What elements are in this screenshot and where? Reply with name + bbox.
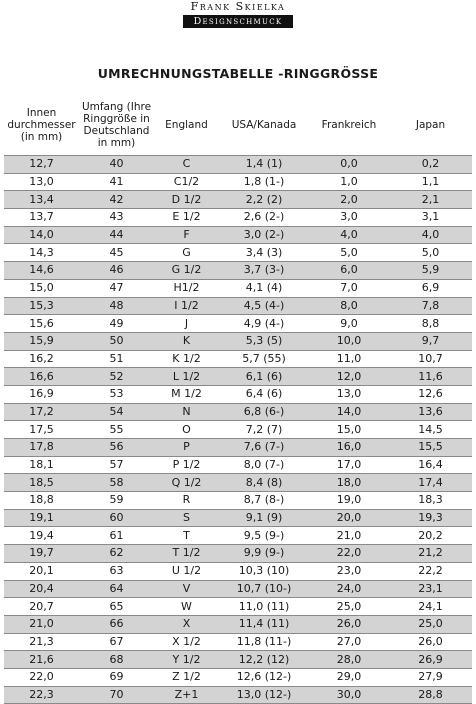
table-row [4, 173, 472, 191]
cell-circumference: 51 [79, 350, 154, 368]
cell-england: H1/2 [154, 279, 219, 297]
cell-circumference: 70 [79, 686, 154, 704]
cell-circumference: 50 [79, 332, 154, 350]
cell-france: 24,0 [309, 580, 389, 598]
cell-england: O [154, 421, 219, 439]
table-row [4, 368, 472, 386]
header-france: Frankreich [321, 119, 377, 131]
table-row [4, 615, 472, 633]
cell-circumference: 57 [79, 456, 154, 474]
cell-france: 9,0 [309, 315, 389, 333]
table-row [4, 315, 472, 333]
cell-inner-diameter: 14,3 [4, 244, 79, 262]
cell-inner-diameter: 15,6 [4, 315, 79, 333]
cell-usa-canada: 11,0 (11) [219, 598, 309, 616]
cell-japan: 9,7 [389, 332, 472, 350]
cell-inner-diameter: 16,9 [4, 385, 79, 403]
cell-circumference: 68 [79, 651, 154, 669]
cell-france: 23,0 [309, 562, 389, 580]
cell-usa-canada: 11,8 (11-) [219, 633, 309, 651]
cell-france: 3,0 [309, 209, 389, 227]
cell-usa-canada: 6,1 (6) [219, 368, 309, 386]
cell-france: 11,0 [309, 350, 389, 368]
cell-inner-diameter: 21,3 [4, 633, 79, 651]
cell-france: 14,0 [309, 403, 389, 421]
table-row [4, 332, 472, 350]
table-row [4, 474, 472, 492]
table-header-row [4, 95, 472, 156]
cell-england: R [154, 492, 219, 510]
cell-france: 20,0 [309, 509, 389, 527]
cell-usa-canada: 10,7 (10-) [219, 580, 309, 598]
cell-circumference: 64 [79, 580, 154, 598]
cell-japan: 18,3 [389, 492, 472, 510]
cell-japan: 4,0 [389, 226, 472, 244]
cell-japan: 8,8 [389, 315, 472, 333]
cell-england: F [154, 226, 219, 244]
cell-england: P 1/2 [154, 456, 219, 474]
cell-england: K 1/2 [154, 350, 219, 368]
cell-circumference: 69 [79, 668, 154, 686]
cell-usa-canada: 4,5 (4-) [219, 297, 309, 315]
cell-japan: 12,6 [389, 385, 472, 403]
cell-france: 0,0 [309, 156, 389, 174]
cell-circumference: 43 [79, 209, 154, 227]
cell-circumference: 48 [79, 297, 154, 315]
cell-england: I 1/2 [154, 297, 219, 315]
cell-france: 1,0 [309, 173, 389, 191]
cell-france: 10,0 [309, 332, 389, 350]
cell-circumference: 55 [79, 421, 154, 439]
cell-usa-canada: 10,3 (10) [219, 562, 309, 580]
cell-england: X [154, 615, 219, 633]
cell-inner-diameter: 16,2 [4, 350, 79, 368]
cell-usa-canada: 11,4 (11) [219, 615, 309, 633]
cell-circumference: 46 [79, 262, 154, 280]
cell-inner-diameter: 19,1 [4, 509, 79, 527]
cell-japan: 14,5 [389, 421, 472, 439]
cell-circumference: 58 [79, 474, 154, 492]
cell-circumference: 60 [79, 509, 154, 527]
table-row [4, 297, 472, 315]
cell-inner-diameter: 17,5 [4, 421, 79, 439]
cell-usa-canada: 5,3 (5) [219, 332, 309, 350]
cell-france: 17,0 [309, 456, 389, 474]
cell-england: G [154, 244, 219, 262]
cell-france: 25,0 [309, 598, 389, 616]
cell-england: D 1/2 [154, 191, 219, 209]
cell-japan: 7,8 [389, 297, 472, 315]
cell-usa-canada: 5,7 (55) [219, 350, 309, 368]
cell-england: U 1/2 [154, 562, 219, 580]
cell-england: Z 1/2 [154, 668, 219, 686]
cell-france: 2,0 [309, 191, 389, 209]
cell-inner-diameter: 20,4 [4, 580, 79, 598]
cell-usa-canada: 8,0 (7-) [219, 456, 309, 474]
cell-circumference: 45 [79, 244, 154, 262]
cell-inner-diameter: 15,9 [4, 332, 79, 350]
header-england: England [165, 119, 208, 131]
cell-inner-diameter: 15,0 [4, 279, 79, 297]
cell-usa-canada: 6,8 (6-) [219, 403, 309, 421]
cell-england: L 1/2 [154, 368, 219, 386]
cell-japan: 1,1 [389, 173, 472, 191]
cell-inner-diameter: 13,4 [4, 191, 79, 209]
cell-inner-diameter: 19,7 [4, 545, 79, 563]
cell-usa-canada: 1,4 (1) [219, 156, 309, 174]
page-title: UMRECHNUNGSTABELLE -RINGGRÖSSE [97, 66, 379, 81]
cell-usa-canada: 9,9 (9-) [219, 545, 309, 563]
cell-inner-diameter: 14,6 [4, 262, 79, 280]
cell-france: 30,0 [309, 686, 389, 704]
cell-england: E 1/2 [154, 209, 219, 227]
cell-france: 26,0 [309, 615, 389, 633]
cell-inner-diameter: 20,7 [4, 598, 79, 616]
header-inner-diameter: Innen durchmesser (in mm) [7, 107, 76, 143]
cell-japan: 3,1 [389, 209, 472, 227]
cell-england: G 1/2 [154, 262, 219, 280]
table-row [4, 580, 472, 598]
header-circumference: Umfang (Ihre Ringgröße in Deutschland in mm) [81, 101, 152, 149]
cell-japan: 27,9 [389, 668, 472, 686]
cell-france: 4,0 [309, 226, 389, 244]
cell-circumference: 52 [79, 368, 154, 386]
cell-england: V [154, 580, 219, 598]
cell-inner-diameter: 22,3 [4, 686, 79, 704]
brand-logo [183, 0, 293, 28]
cell-japan: 20,2 [389, 527, 472, 545]
cell-england: N [154, 403, 219, 421]
table-row [4, 279, 472, 297]
cell-japan: 5,0 [389, 244, 472, 262]
table-body [4, 156, 472, 704]
table-row [4, 191, 472, 209]
table-row [4, 421, 472, 439]
cell-japan: 5,9 [389, 262, 472, 280]
cell-usa-canada: 2,6 (2-) [219, 209, 309, 227]
cell-england: Q 1/2 [154, 474, 219, 492]
cell-england: T [154, 527, 219, 545]
cell-usa-canada: 4,9 (4-) [219, 315, 309, 333]
cell-circumference: 42 [79, 191, 154, 209]
cell-inner-diameter: 13,7 [4, 209, 79, 227]
cell-inner-diameter: 20,1 [4, 562, 79, 580]
table-row [4, 226, 472, 244]
table-row [4, 262, 472, 280]
cell-japan: 26,9 [389, 651, 472, 669]
cell-usa-canada: 12,6 (12-) [219, 668, 309, 686]
cell-inner-diameter: 13,0 [4, 173, 79, 191]
cell-usa-canada: 7,6 (7-) [219, 439, 309, 457]
cell-inner-diameter: 18,1 [4, 456, 79, 474]
brand-name: Frank Skielka [190, 0, 286, 13]
cell-japan: 28,8 [389, 686, 472, 704]
cell-usa-canada: 8,7 (8-) [219, 492, 309, 510]
cell-circumference: 63 [79, 562, 154, 580]
cell-england: Z+1 [154, 686, 219, 704]
cell-circumference: 56 [79, 439, 154, 457]
table-row [4, 668, 472, 686]
cell-circumference: 53 [79, 385, 154, 403]
cell-circumference: 40 [79, 156, 154, 174]
cell-japan: 22,2 [389, 562, 472, 580]
cell-france: 29,0 [309, 668, 389, 686]
cell-usa-canada: 4,1 (4) [219, 279, 309, 297]
cell-usa-canada: 6,4 (6) [219, 385, 309, 403]
table-row [4, 527, 472, 545]
table-row [4, 156, 472, 174]
cell-circumference: 41 [79, 173, 154, 191]
cell-france: 27,0 [309, 633, 389, 651]
cell-circumference: 61 [79, 527, 154, 545]
cell-usa-canada: 3,0 (2-) [219, 226, 309, 244]
cell-inner-diameter: 16,6 [4, 368, 79, 386]
cell-france: 5,0 [309, 244, 389, 262]
cell-circumference: 49 [79, 315, 154, 333]
cell-england: C [154, 156, 219, 174]
cell-usa-canada: 2,2 (2) [219, 191, 309, 209]
cell-france: 13,0 [309, 385, 389, 403]
cell-england: X 1/2 [154, 633, 219, 651]
cell-france: 18,0 [309, 474, 389, 492]
cell-usa-canada: 9,1 (9) [219, 509, 309, 527]
cell-inner-diameter: 18,5 [4, 474, 79, 492]
cell-france: 22,0 [309, 545, 389, 563]
cell-usa-canada: 3,4 (3) [219, 244, 309, 262]
cell-inner-diameter: 17,2 [4, 403, 79, 421]
table-row [4, 686, 472, 704]
table-row [4, 244, 472, 262]
cell-japan: 24,1 [389, 598, 472, 616]
header-japan: Japan [415, 119, 446, 131]
table-row [4, 509, 472, 527]
cell-inner-diameter: 19,4 [4, 527, 79, 545]
cell-japan: 15,5 [389, 439, 472, 457]
table-row [4, 562, 472, 580]
table-row [4, 403, 472, 421]
cell-japan: 17,4 [389, 474, 472, 492]
cell-england: M 1/2 [154, 385, 219, 403]
cell-france: 8,0 [309, 297, 389, 315]
cell-japan: 13,6 [389, 403, 472, 421]
table-row [4, 350, 472, 368]
table-row [4, 492, 472, 510]
cell-inner-diameter: 17,8 [4, 439, 79, 457]
table-row [4, 385, 472, 403]
table-row [4, 545, 472, 563]
cell-circumference: 62 [79, 545, 154, 563]
table-row [4, 209, 472, 227]
table-row [4, 598, 472, 616]
ring-size-table [4, 95, 472, 704]
cell-england: T 1/2 [154, 545, 219, 563]
cell-england: J [154, 315, 219, 333]
table-row [4, 439, 472, 457]
cell-england: Y 1/2 [154, 651, 219, 669]
cell-france: 6,0 [309, 262, 389, 280]
cell-circumference: 66 [79, 615, 154, 633]
cell-japan: 23,1 [389, 580, 472, 598]
cell-usa-canada: 12,2 (12) [219, 651, 309, 669]
table-row [4, 633, 472, 651]
cell-usa-canada: 7,2 (7) [219, 421, 309, 439]
cell-japan: 26,0 [389, 633, 472, 651]
cell-inner-diameter: 21,0 [4, 615, 79, 633]
cell-usa-canada: 8,4 (8) [219, 474, 309, 492]
cell-japan: 16,4 [389, 456, 472, 474]
cell-inner-diameter: 18,8 [4, 492, 79, 510]
cell-inner-diameter: 12,7 [4, 156, 79, 174]
cell-france: 21,0 [309, 527, 389, 545]
cell-england: C1/2 [154, 173, 219, 191]
cell-circumference: 44 [79, 226, 154, 244]
cell-circumference: 65 [79, 598, 154, 616]
header-usa-canada: USA/Kanada [231, 119, 297, 131]
cell-england: S [154, 509, 219, 527]
brand-subtitle: Designschmuck [183, 15, 293, 28]
cell-inner-diameter: 14,0 [4, 226, 79, 244]
cell-circumference: 54 [79, 403, 154, 421]
cell-inner-diameter: 22,0 [4, 668, 79, 686]
cell-japan: 10,7 [389, 350, 472, 368]
cell-france: 15,0 [309, 421, 389, 439]
cell-japan: 25,0 [389, 615, 472, 633]
cell-usa-canada: 9,5 (9-) [219, 527, 309, 545]
cell-france: 16,0 [309, 439, 389, 457]
cell-france: 19,0 [309, 492, 389, 510]
cell-circumference: 59 [79, 492, 154, 510]
table-row [4, 651, 472, 669]
cell-japan: 11,6 [389, 368, 472, 386]
cell-japan: 21,2 [389, 545, 472, 563]
cell-inner-diameter: 21,6 [4, 651, 79, 669]
cell-france: 7,0 [309, 279, 389, 297]
cell-japan: 6,9 [389, 279, 472, 297]
cell-england: P [154, 439, 219, 457]
cell-usa-canada: 1,8 (1-) [219, 173, 309, 191]
cell-circumference: 67 [79, 633, 154, 651]
cell-inner-diameter: 15,3 [4, 297, 79, 315]
cell-japan: 0,2 [389, 156, 472, 174]
cell-england: W [154, 598, 219, 616]
cell-japan: 2,1 [389, 191, 472, 209]
table-row [4, 456, 472, 474]
cell-usa-canada: 3,7 (3-) [219, 262, 309, 280]
cell-japan: 19,3 [389, 509, 472, 527]
cell-usa-canada: 13,0 (12-) [219, 686, 309, 704]
cell-france: 12,0 [309, 368, 389, 386]
cell-england: K [154, 332, 219, 350]
cell-circumference: 47 [79, 279, 154, 297]
cell-france: 28,0 [309, 651, 389, 669]
